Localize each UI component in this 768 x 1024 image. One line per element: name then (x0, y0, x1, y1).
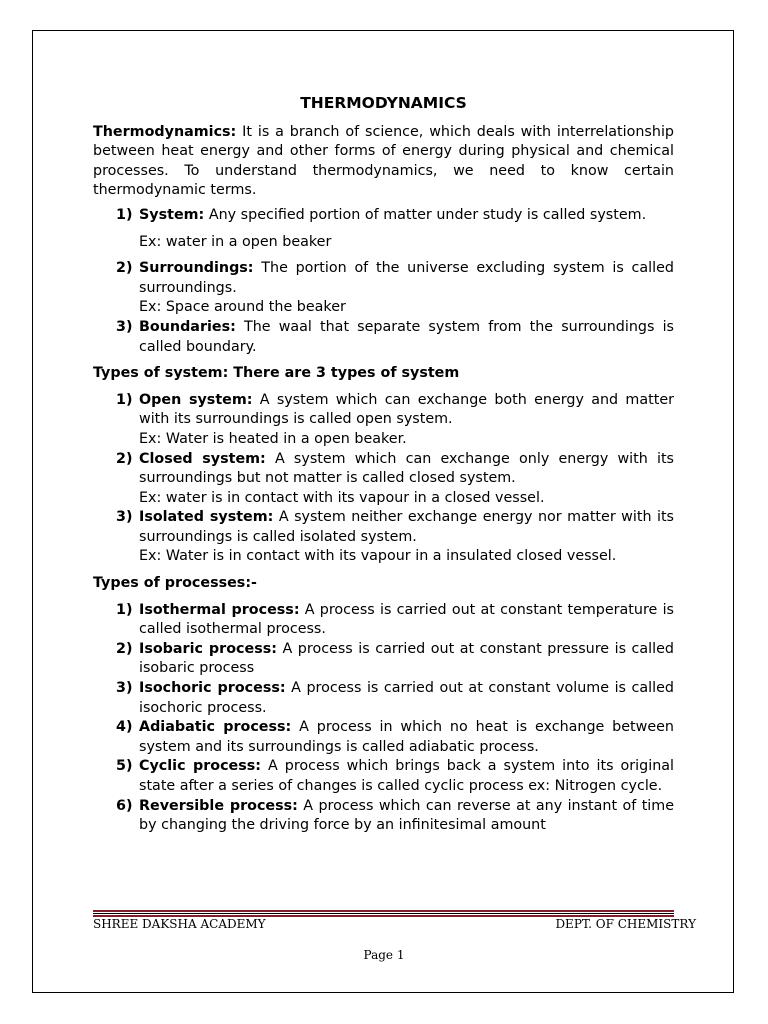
term-text: A process in which no heat is exchange between system and its surroundings is called adiabatic process. (139, 719, 674, 755)
list-item (93, 757, 674, 796)
list-number: 5) (116, 758, 133, 775)
list-item (93, 797, 674, 836)
list-number: 1) (116, 391, 133, 408)
list-number: 2) (116, 450, 133, 467)
system-types-heading: Types of system: There are 3 types of system (93, 365, 460, 382)
footer-rule-line (93, 913, 674, 914)
page-number: Page 1 (363, 948, 405, 962)
term-closed-system: Closed system: (139, 450, 266, 467)
term-cyclic: Cyclic process: (139, 758, 261, 775)
processes-list (93, 601, 674, 836)
term-system: System: (139, 206, 205, 223)
list-number: 6) (116, 797, 133, 814)
example-text: Ex: Water is heated in a open beaker. (139, 430, 407, 447)
term-open-system: Open system: (139, 391, 253, 408)
term-text: A system which can exchange both energy and matter with its surroundings is called open system. (139, 391, 674, 428)
systems-list (93, 391, 674, 567)
example-text: Ex: water in a open beaker (139, 233, 332, 250)
term-adiabatic: Adiabatic process: (139, 719, 292, 736)
term-isolated-system: Isolated system: (139, 509, 274, 526)
term-boundaries: Boundaries: (139, 318, 236, 335)
term-text: A system neither exchange energy nor matter with its surroundings is called isolated system. (139, 509, 674, 545)
term-text: A process is carried out at constant temperature is called isothermal process. (139, 601, 674, 638)
term-text: A process is carried out at constant volume is called isochoric process. (139, 680, 674, 716)
list-number: 1) (116, 206, 133, 223)
list-item (93, 601, 674, 640)
list-item (93, 206, 674, 252)
list-number: 4) (116, 719, 133, 736)
list-number: 2) (116, 640, 133, 657)
term-text: The portion of the universe excluding system is called surroundings. (139, 260, 674, 296)
example-text: Ex: Space around the beaker (139, 299, 346, 316)
term-text: Any specified portion of matter under study is called system. (204, 206, 647, 223)
intro-paragraph (93, 123, 674, 201)
document-body (93, 94, 674, 836)
list-number: 3) (116, 680, 133, 697)
footer-rule-line (93, 910, 674, 912)
term-text: A process which brings back a system into its original state after a series of changes is called cyclic process ex: Nitrogen cycle. (139, 758, 674, 794)
page-title: THERMODYNAMICS (300, 94, 467, 112)
list-number: 2) (116, 260, 133, 277)
list-number: 1) (116, 601, 133, 618)
list-item (93, 640, 674, 679)
intro-term: Thermodynamics: (93, 123, 237, 140)
term-isochoric: Isochoric process: (139, 680, 286, 697)
process-types-heading: Types of processes:- (93, 575, 257, 592)
list-item (93, 391, 674, 450)
term-isothermal: Isothermal process: (139, 601, 300, 618)
term-text: A process is carried out at constant pressure is called isobaric process (139, 640, 674, 677)
list-item (93, 259, 674, 318)
term-text: A system which can exchange only energy with its surroundings but not matter is called closed system. (139, 450, 675, 487)
list-number: 3) (116, 509, 133, 526)
term-text: The waal that separate system from the surroundings is called boundary. (139, 318, 674, 355)
list-item (93, 450, 674, 509)
term-text: A process which can reverse at any instant of time by changing the driving force by an infinitesimal amount (139, 797, 674, 834)
list-item (93, 679, 674, 718)
intro-text: It is a branch of science, which deals with interrelationship between heat energy and other forms of energy during physical and chemical processes. To understand thermodynamics, we need to know certain thermodynamic terms. (93, 123, 674, 199)
list-item (93, 718, 674, 757)
term-reversible: Reversible process: (139, 797, 298, 814)
footer-institution: SHREE DAKSHA ACADEMY (93, 917, 266, 931)
list-item (93, 318, 674, 357)
term-isobaric: Isobaric process: (139, 640, 277, 657)
footer-department: DEPT. OF CHEMISTRY (555, 917, 696, 931)
term-surroundings: Surroundings: (139, 260, 254, 277)
example-text: Ex: water is in contact with its vapour in a closed vessel. (139, 489, 545, 506)
list-item (93, 508, 674, 567)
terms-list (93, 206, 674, 357)
example-text: Ex: Water is in contact with its vapour in a insulated closed vessel. (139, 548, 617, 565)
list-number: 3) (116, 318, 133, 335)
footer-rule (93, 910, 674, 916)
